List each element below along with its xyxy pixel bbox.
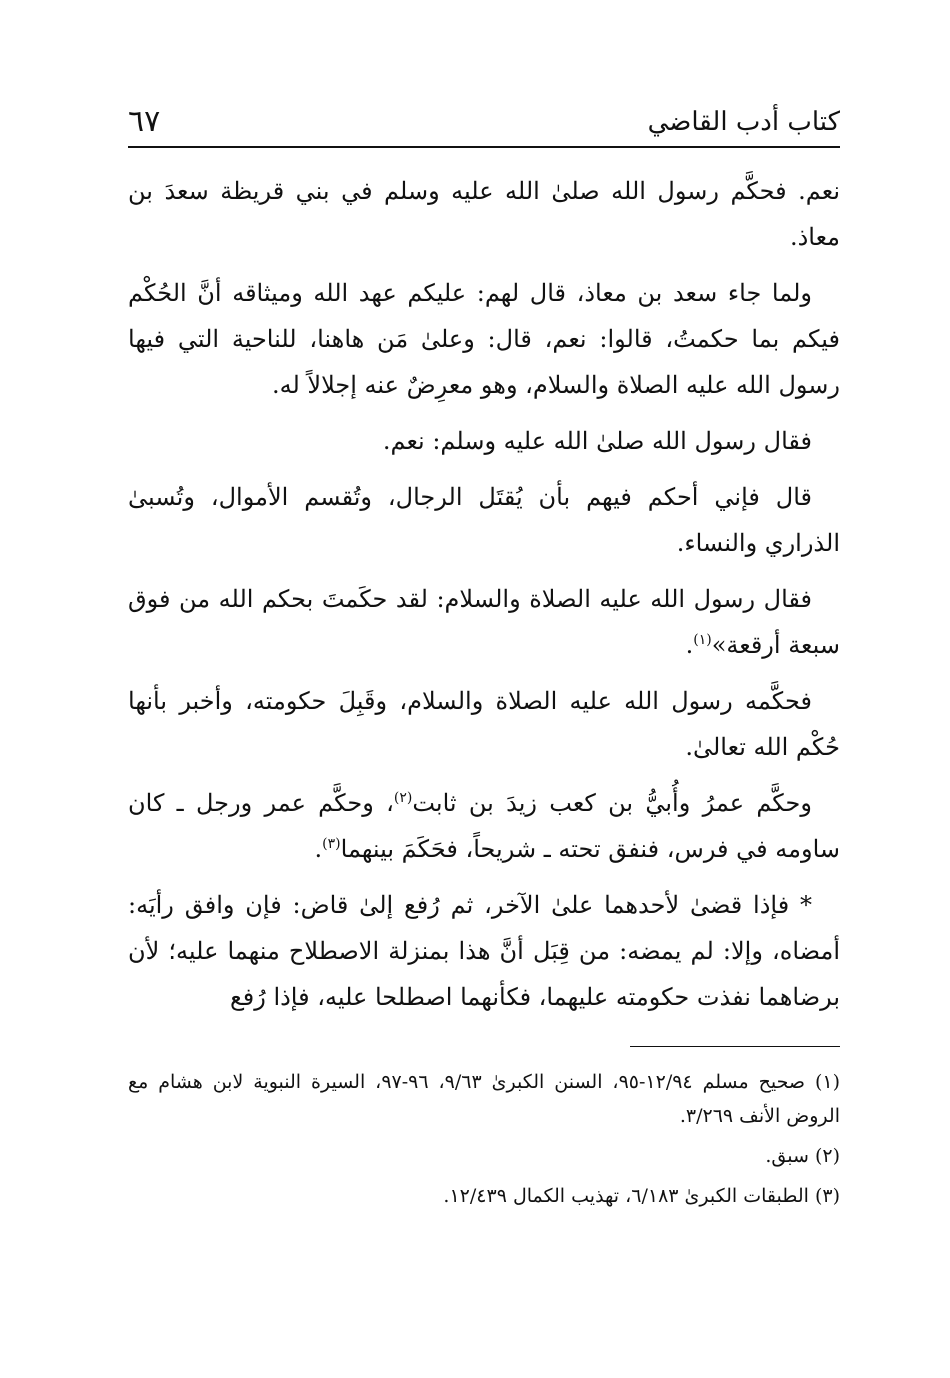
paragraph-text: قال فإني أحكم فيهم بأن يُقتَل الرجال، وتُقسم الأموال، وتُسبىٰ الذراري والنساء.	[128, 483, 840, 557]
paragraph	[128, 882, 840, 1020]
footnote-separator	[630, 1046, 840, 1047]
footnote: (٣) الطبقات الكبرىٰ ٦/١٨٣، تهذيب الكمال ١٢/٤٣٩.	[443, 1185, 840, 1207]
footnote-marker: (٢)	[393, 790, 413, 806]
footnote-marker: (٣)	[322, 836, 341, 852]
footnote: (٢) سبق.	[765, 1145, 840, 1167]
paragraph	[128, 418, 840, 464]
footnote-marker: (١)	[693, 632, 712, 648]
footnotes	[128, 1065, 840, 1213]
paragraph-text: فحكَّمه رسول الله عليه الصلاة والسلام، وقَبِلَ حكومته، وأخبر بأنها حُكْم الله تعالىٰ.	[128, 687, 840, 761]
paragraph	[128, 270, 840, 408]
paragraph	[128, 168, 840, 260]
paragraph-text: ولما جاء سعد بن معاذ، قال لهم: عليكم عهد الله وميثاقه أنَّ الحُكْم فيكم بما حكمتُ، قالوا: نعم، قال: وعلىٰ مَن هاهنا، للناحية التي فيها رسول الله عليه الصلاة والسلام، وهو معرِضٌ عنه إجلالاً له.	[128, 279, 840, 399]
running-title: كتاب أدب القاضي	[647, 107, 840, 137]
paragraph-text: نعم. فحكَّم رسول الله صلىٰ الله عليه وسلم في بني قريظة سعدَ بن معاذ.	[128, 177, 840, 251]
paragraph-text-end: .	[685, 631, 694, 659]
paragraph-text: فقال رسول الله عليه الصلاة والسلام: لقد حكَمتَ بحكم الله من فوق سبعة أرقعة»	[128, 585, 840, 659]
page-number: ٦٧	[128, 104, 161, 139]
paragraph-text: وحكَّم عمرُ وأُبيُّ بن كعب زيدَ بن ثابت	[412, 789, 812, 817]
book-page	[128, 92, 840, 1219]
paragraph-text: * فإذا قضىٰ لأحدهما علىٰ الآخر، ثم رُفع إلىٰ قاض: فإن وافق رأيَه: أمضاه، وإلا: لم يمضه: من قِبَل أنَّ هذا بمنزلة الاصطلاح منهما عليه؛ لأن برضاهما نفذت حكومته عليهما، فكأنهما اصطلحا عليه، فإذا رُفع	[128, 891, 840, 1011]
body-text	[128, 168, 840, 1020]
paragraph-text-end: .	[314, 835, 323, 863]
paragraph	[128, 780, 840, 872]
paragraph-text: فقال رسول الله صلىٰ الله عليه وسلم: نعم.	[382, 427, 812, 455]
paragraph	[128, 576, 840, 668]
paragraph-text-middle: ، وحكَّم عمر ورجل ـ كان ساومه في فرس، فنفق تحته ـ شريحاً، فحَكَمَ بينهما	[128, 789, 840, 863]
paragraph	[128, 474, 840, 566]
paragraph	[128, 678, 840, 770]
footnote: (١) صحيح مسلم ١٢/٩٤-٩٥، السنن الكبرىٰ ٩/٦٣، ٩٦-٩٧، السيرة النبوية لابن هشام مع الروض الأنف ٣/٢٦٩.	[128, 1071, 841, 1127]
running-header	[128, 92, 840, 148]
